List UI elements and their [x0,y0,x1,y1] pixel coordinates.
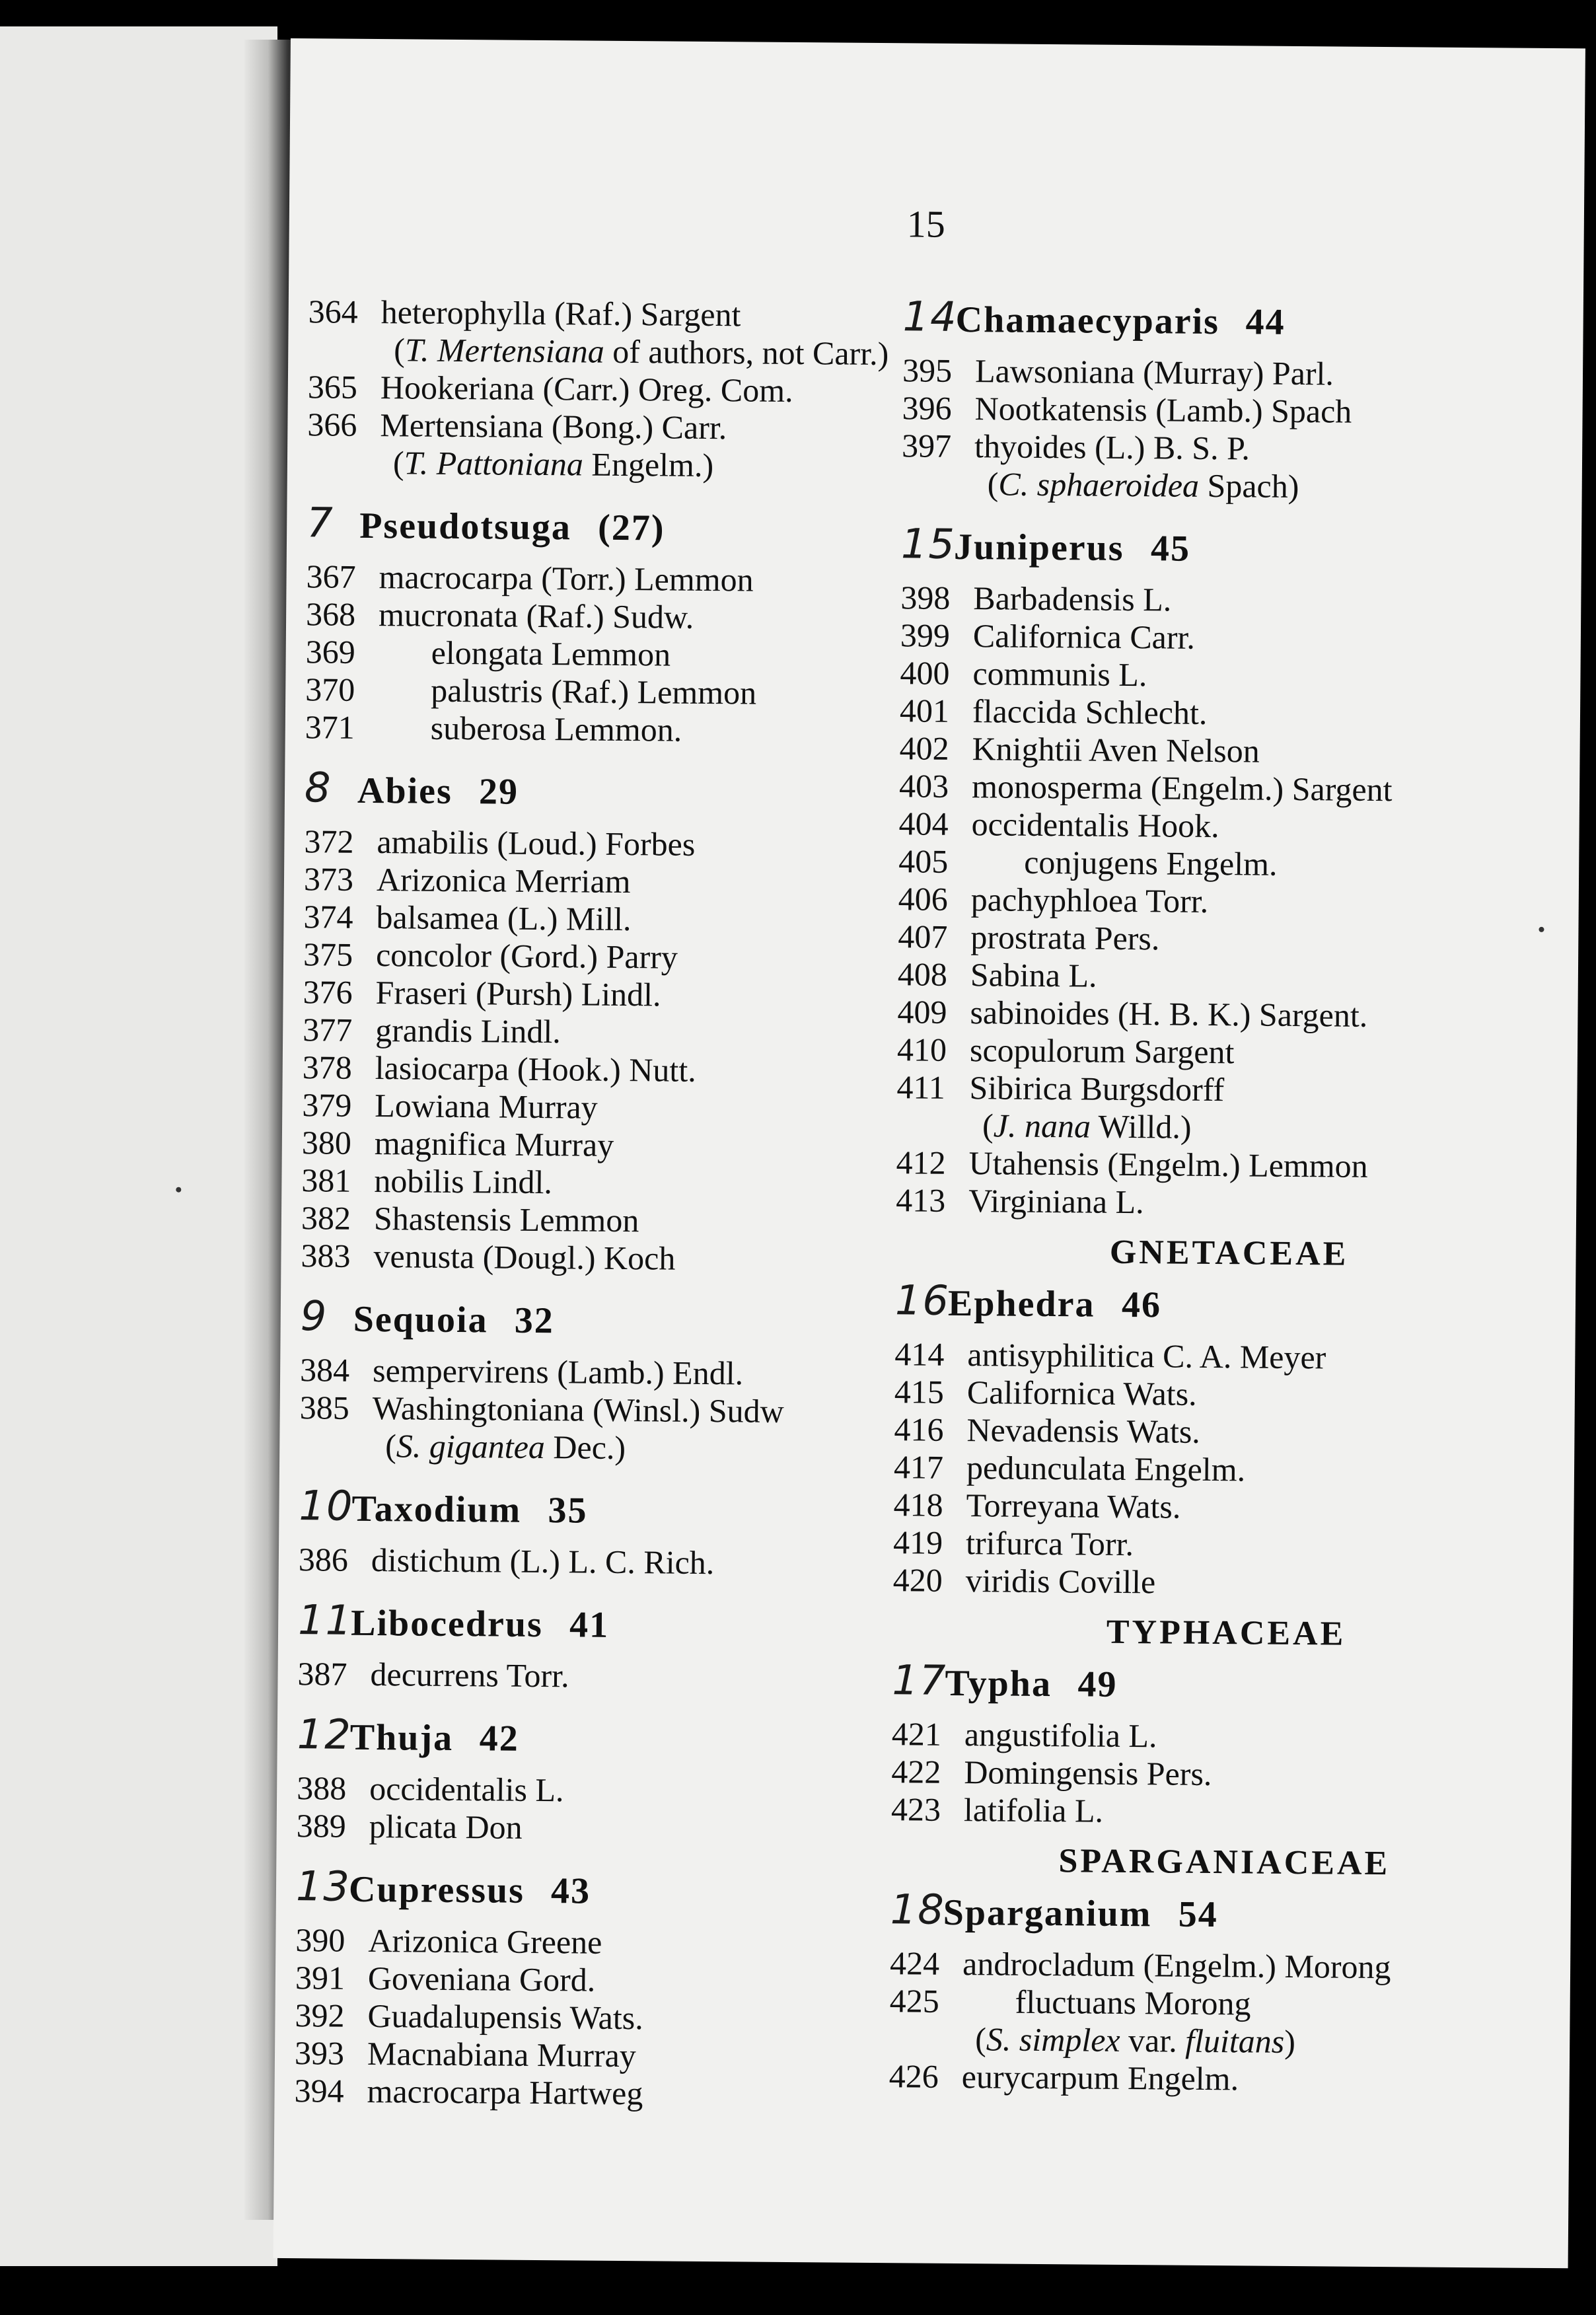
genus-number: 41 [569,1604,610,1646]
synonym-authority: Willd.) [1090,1107,1192,1146]
entry-number: 388 [296,1769,347,1807]
synonym-open: ( [987,465,999,503]
species-entry [896,1068,1564,1111]
species-name: Nevadensis Wats. [966,1411,1201,1450]
species-entry [898,880,1566,923]
species-name: androcladum (Engelm.) Morong [962,1945,1391,1986]
entry-number: 366 [307,406,357,443]
species-name: lasiocarpa (Hook.) Nutt. [375,1049,696,1089]
species-name: distichum (L.) L. C. Rich. [371,1541,715,1582]
species-name: Barbadensis L. [973,579,1172,618]
entry-number: 422 [891,1753,941,1790]
species-entry [301,1161,949,1204]
species-entry [894,1335,1562,1378]
species-entry [896,1144,1563,1187]
synonym-name: S. simplex [986,2020,1120,2059]
left-page-edge [0,26,277,2266]
species-name: angustifolia L. [964,1716,1157,1755]
species-entry [900,654,1567,697]
family-heading: TYPHACEAE [1106,1613,1346,1653]
species-entry [892,1561,1560,1604]
species-entry [294,2072,941,2115]
entry-number: 416 [894,1411,944,1448]
entry-number: 369 [305,633,355,671]
synonym-open: ( [975,2020,987,2058]
genus-number: (27) [597,507,665,549]
genus-number: 42 [479,1718,520,1759]
entry-number: 379 [302,1086,352,1124]
species-name: Hookeriana (Carr.) Oreg. Com. [380,369,793,409]
species-entry [902,427,1569,470]
species-name: latifolia L. [963,1791,1104,1829]
species-entry [303,936,951,978]
synonym-line [308,330,955,373]
family-heading: GNETACEAE [1109,1233,1349,1273]
species-name: Lowiana Murray [375,1087,598,1126]
species-name: Shastensis Lemmon [373,1200,639,1239]
species-entry [305,633,953,676]
synonym-open: ( [982,1107,994,1144]
synonym-name: J. nana [993,1107,1091,1145]
entry-number: 415 [894,1373,945,1411]
entry-number: 370 [305,671,355,708]
entry-number: 367 [306,558,356,595]
entry-number: 400 [900,654,950,692]
genus-name: Typha [945,1662,1052,1705]
species-name: monosperma (Engelm.) Sargent [971,768,1393,809]
species-name: heterophylla (Raf.) Sargent [381,293,741,334]
genus-name: Libocedrus [350,1602,544,1646]
species-entry [306,558,953,601]
entry-number: 408 [897,955,948,993]
genus-name: Pseudotsuga [359,505,572,548]
book-page [273,38,1585,2268]
synonym-name: T. Pattoniana [404,444,584,483]
species-entry [898,842,1566,885]
genus-number: 32 [514,1300,555,1342]
entry-number: 372 [304,823,354,860]
species-entry [301,1199,949,1242]
species-entry [301,1237,948,1280]
entry-number: 364 [308,293,358,330]
handwritten-number: 10 [299,1481,354,1530]
species-entry [306,595,953,638]
handwritten-number: 7 [306,498,334,547]
species-name: Fraseri (Pursh) Lindl. [375,974,661,1013]
species-name: occidentalis L. [369,1770,564,1809]
handwritten-number: 13 [295,1862,351,1911]
species-entry [303,1011,950,1054]
genus-name: Chamaecyparis [955,299,1220,343]
entry-number: 398 [900,579,951,616]
species-entry [305,708,953,751]
species-entry [902,389,1569,432]
entry-number: 377 [302,1011,353,1048]
genus-number: 43 [550,1870,591,1912]
species-name: amabilis (Loud.) Forbes [377,823,696,863]
entry-number: 406 [898,880,949,918]
species-entry [894,1448,1561,1491]
entry-number: 380 [301,1124,352,1161]
species-name: thyoides (L.) B. S. P. [974,427,1251,467]
species-entry [890,1944,1557,1987]
species-entry [897,993,1564,1036]
entry-number: 412 [896,1144,946,1181]
synonym-name: S. gigantea [396,1427,546,1466]
synonym-authority: ) [1284,2022,1296,2061]
genus-heading [892,1656,1559,1710]
handwritten-number: 15 [900,519,957,568]
species-name: suberosa Lemmon. [430,709,682,749]
species-entry [303,1048,950,1091]
species-entry [300,1351,947,1394]
entry-number: 385 [299,1389,349,1426]
synonym-line [902,464,1569,507]
genus-name: Ephedra [947,1282,1095,1325]
species-name: Mertensiana (Bong.) Carr. [380,406,727,447]
genus-number: 46 [1121,1284,1162,1326]
genus-heading [894,1276,1562,1330]
entry-number: 387 [297,1655,347,1693]
synonym-authority: Dec.) [544,1428,626,1467]
species-name: palustris (Raf.) Lemmon [431,671,757,712]
genus-number: 45 [1150,528,1191,570]
entry-number: 405 [898,842,949,880]
synonym-line [307,443,955,486]
genus-number: 29 [478,771,519,813]
species-name: magnifica Murray [374,1124,614,1163]
genus-name: Thuja [349,1716,454,1759]
species-name: mucronata (Raf.) Sudw. [378,596,694,636]
species-entry [308,293,956,336]
entry-number: 373 [303,860,354,898]
entry-number: 421 [891,1715,942,1753]
genus-heading [900,519,1568,573]
entry-number: 365 [307,368,358,406]
handwritten-number: 12 [297,1710,353,1759]
species-name: communis L. [972,655,1147,694]
species-name: occidentalis Hook. [971,805,1219,845]
synonym-line [889,2020,1556,2063]
entry-number: 425 [889,1982,939,2020]
species-name: elongata Lemmon [431,634,671,673]
species-entry [297,1769,944,1812]
entry-number: 410 [896,1031,947,1068]
species-name: Californica Wats. [966,1374,1197,1413]
species-entry [902,351,1570,394]
species-name: Domingensis Pers. [964,1753,1212,1793]
species-name: Washingtoniana (Winsl.) Sudw [372,1389,784,1430]
species-entry [896,1181,1563,1224]
species-name: venusta (Dougl.) Koch [373,1237,676,1277]
species-entry [898,955,1565,998]
page-number: 15 [906,202,946,246]
entry-number: 426 [889,2057,939,2095]
species-entry [900,579,1568,622]
species-name: Macnabiana Murray [367,2035,637,2075]
entry-number: 374 [303,898,353,936]
species-entry [897,1031,1564,1074]
entry-number: 424 [889,1944,940,1982]
synonym-variety: fluitans [1185,2022,1285,2060]
species-name: macrocarpa (Torr.) Lemmon [379,558,754,599]
species-entry [894,1411,1561,1453]
species-entry [299,1541,946,1584]
genus-name: Abies [357,770,453,812]
synonym-authority: Engelm.) [583,445,714,484]
species-entry [299,1389,947,1432]
species-name: grandis Lindl. [375,1011,561,1050]
entry-number: 389 [296,1807,346,1845]
entry-number: 402 [899,729,949,767]
entry-number: 393 [294,2034,345,2072]
species-name: Californica Carr. [972,617,1196,656]
entry-number: 395 [902,351,953,389]
species-entry [899,767,1566,810]
synonym-open: ( [385,1427,397,1465]
entry-number: 409 [897,993,947,1031]
entry-number: 390 [295,1921,345,1959]
species-name: antisyphilitica C. A. Meyer [967,1336,1326,1376]
species-entry [302,1124,949,1167]
entry-number: 371 [305,708,355,746]
species-entry [899,729,1566,772]
genus-heading [299,1481,946,1535]
species-entry [889,2057,1556,2100]
genus-heading [295,1862,943,1916]
species-entry [303,973,950,1016]
entry-number: 403 [898,767,949,805]
species-entry [295,1959,943,2002]
species-entry [304,860,951,903]
species-name: Nootkatensis (Lamb.) Spach [974,390,1352,430]
genus-heading [297,1596,945,1650]
species-entry [898,918,1565,961]
species-name: Knightii Aven Nelson [972,730,1260,770]
genus-heading [890,1885,1557,1939]
entry-number: 378 [302,1048,352,1086]
species-name: Arizonica Greene [368,1922,602,1961]
species-name: macrocarpa Hartweg [367,2073,643,2112]
entry-number: 392 [295,1997,345,2034]
entry-number: 368 [305,595,356,633]
species-name: trifurca Torr. [965,1524,1134,1563]
species-entry [889,1982,1556,2025]
species-entry [303,898,951,941]
genus-heading [297,1710,945,1764]
genus-heading [902,292,1570,346]
species-name: Guadalupensis Wats. [367,1997,643,2037]
genus-heading [300,1292,948,1346]
species-entry [295,2034,942,2077]
species-entry [302,1086,949,1129]
synonym-open: ( [394,331,406,369]
species-name: Lawsoniana (Murray) Parl. [974,352,1334,392]
species-entry [894,1373,1562,1416]
entry-number: 376 [303,973,353,1011]
genus-name: Sparganium [943,1892,1152,1935]
genus-heading [304,763,952,817]
entry-number: 382 [301,1199,351,1237]
species-name: Virginiana L. [968,1182,1144,1221]
entry-number: 401 [899,692,950,729]
handwritten-number: 8 [304,763,332,812]
species-entry [898,805,1566,848]
entry-number: 423 [890,1790,941,1828]
synonym-line [896,1106,1564,1149]
species-name: eurycarpum Engelm. [961,2058,1239,2098]
species-name: sabinoides (H. B. K.) Sargent. [970,994,1368,1034]
entry-number: 391 [295,1959,345,1997]
entry-number: 386 [298,1541,349,1578]
species-name: flaccida Schlecht. [972,692,1208,731]
species-name: nobilis Lindl. [374,1162,553,1201]
species-entry [308,368,955,411]
species-name: pedunculata Engelm. [966,1449,1246,1488]
entry-number: 394 [294,2072,344,2110]
entry-number: 407 [898,918,948,955]
genus-name: Juniperus [953,526,1124,569]
genus-name: Taxodium [351,1488,522,1531]
species-entry [893,1486,1560,1529]
species-name: plicata Don [369,1808,523,1846]
species-entry [900,616,1568,659]
species-name: Goveniana Gord. [367,1960,596,1999]
species-entry [891,1753,1558,1796]
entry-number: 419 [892,1524,943,1561]
left-column [294,293,956,2115]
species-name: pachyphloea Torr. [970,881,1209,920]
species-name: Sibirica Burgsdorff [969,1069,1225,1109]
synonym-name: C. sphaeroidea [998,465,1200,504]
handwritten-number: 16 [894,1276,951,1325]
species-name: Sabina L. [970,956,1097,994]
handwritten-number: 18 [890,1885,945,1934]
species-name: viridis Coville [965,1562,1156,1601]
species-name: concolor (Gord.) Parry [375,936,678,976]
entry-number: 417 [893,1448,944,1486]
handwritten-number: 14 [902,292,958,341]
synonym-open: ( [392,444,404,482]
entry-number: 384 [299,1351,350,1389]
species-entry [892,1715,1559,1758]
species-entry [893,1524,1560,1566]
speck [1539,927,1544,932]
species-name: Torreyana Wats. [966,1487,1181,1525]
genus-number: 35 [548,1490,588,1531]
right-column [889,292,1570,2100]
synonym-authority: Spach) [1198,466,1299,505]
handwritten-number: 9 [300,1292,328,1341]
synonym-line [299,1426,947,1469]
genus-number: 44 [1245,301,1286,343]
species-name: sempervirens (Lamb.) Endl. [372,1352,744,1392]
species-name: Arizonica Merriam [376,861,631,900]
entry-number: 413 [895,1181,946,1219]
entry-number: 396 [902,389,952,427]
genus-name: Cupressus [348,1868,525,1911]
species-entry [295,1921,943,1964]
species-name: prostrata Pers. [970,918,1160,957]
species-entry [305,671,953,714]
entry-number: 383 [301,1237,351,1274]
entry-number: 399 [900,616,951,654]
species-name: scopulorum Sargent [969,1031,1235,1071]
genus-heading [306,498,954,552]
entry-number: 418 [893,1486,943,1524]
species-name: Utahensis (Engelm.) Lemmon [968,1144,1368,1185]
synonym-name: T. Mertensiana [404,331,605,370]
genus-number: 54 [1178,1893,1218,1936]
entry-number: 414 [894,1335,945,1373]
synonym-authority: of authors, not Carr.) [604,332,889,373]
entry-number: 411 [896,1068,945,1106]
species-entry [900,692,1567,735]
entry-number: 404 [898,805,949,842]
speck [176,1187,181,1193]
synonym-mid: var. [1120,2021,1186,2059]
species-name: balsamea (L.) Mill. [376,899,632,938]
entry-number: 397 [901,427,952,464]
genus-number: 49 [1077,1664,1118,1705]
handwritten-number: 17 [892,1656,947,1705]
family-heading: SPARGANIACEAE [1058,1842,1391,1883]
species-entry [304,823,951,865]
genus-name: Sequoia [353,1298,488,1341]
species-entry [295,1997,942,2039]
species-entry [891,1790,1558,1833]
species-entry [297,1807,944,1850]
species-entry [307,406,955,449]
entry-number: 420 [892,1561,943,1599]
entry-number: 381 [301,1161,351,1199]
species-entry [297,1655,945,1698]
entry-number: 375 [303,936,353,973]
species-name: conjugens Engelm. [1024,843,1278,883]
species-name: decurrens Torr. [370,1656,569,1695]
species-name: fluctuans Morong [1015,1983,1251,2022]
handwritten-number: 11 [297,1596,353,1644]
